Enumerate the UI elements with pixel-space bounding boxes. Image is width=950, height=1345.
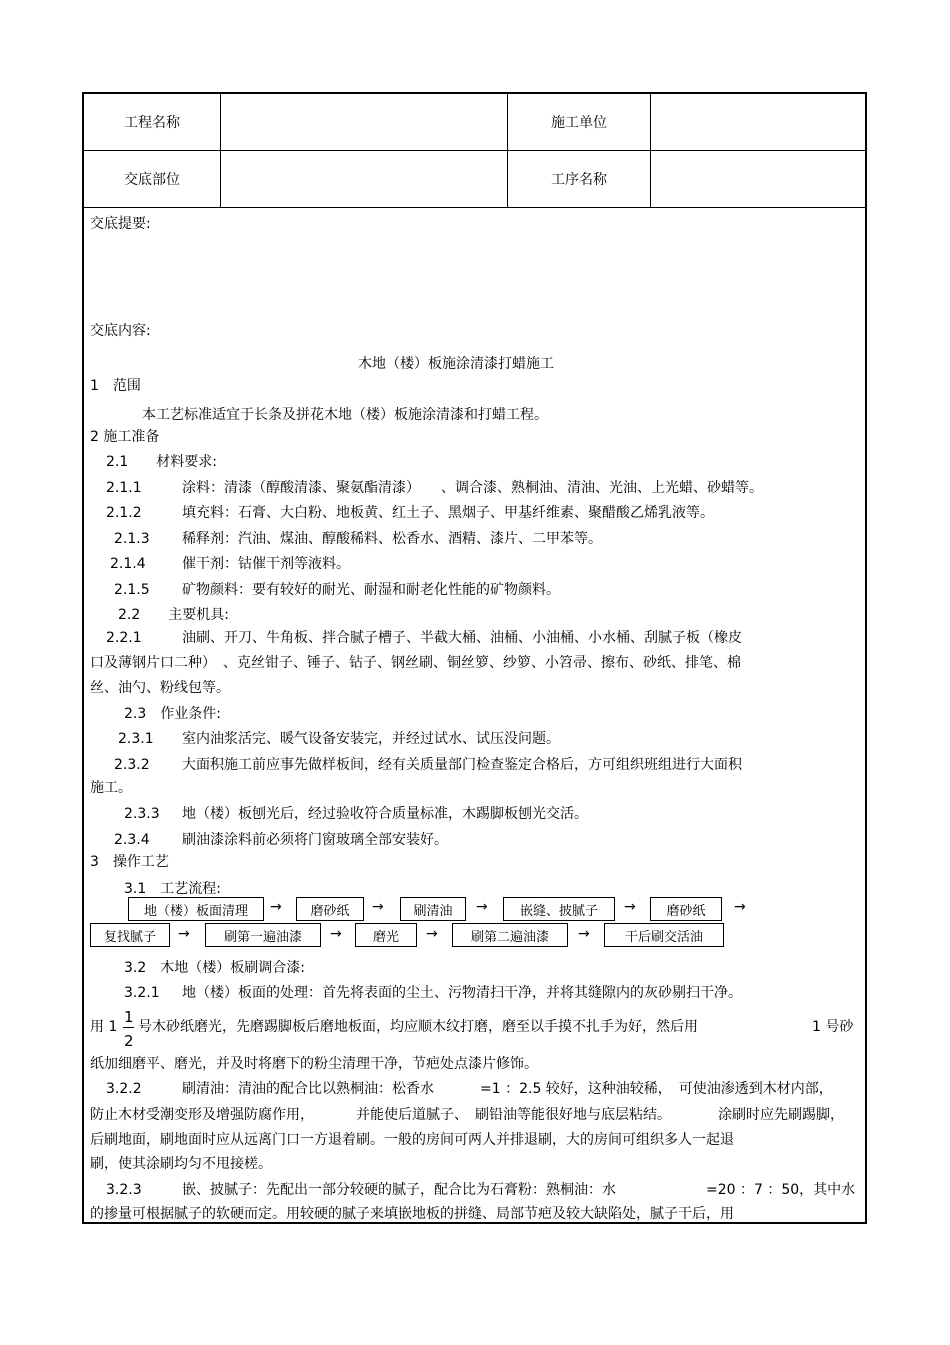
section-2-2-1-line-1: 油刷、开刀、牛角板、拌合腻子槽子、半截大桶、油桶、小油桶、小水桶、刮腻子板（橡皮 — [182, 630, 742, 646]
section-1-title: 1 范围 — [90, 378, 141, 394]
flow-step-1: 地（楼）板面清理 — [128, 897, 264, 921]
section-2-1-5: 矿物颜料：要有较好的耐光、耐湿和耐老化性能的矿物颜料。 — [182, 582, 560, 598]
section-3-2-3-line-1b: =20 ：7 ：50，其中水 — [706, 1182, 856, 1198]
header-bottom-line — [82, 207, 867, 208]
section-2-2: 2.2 主要机具: — [118, 607, 229, 623]
section-2-2-1-line-3: 丝、油勺、粉线包等。 — [90, 680, 230, 696]
section-1-text: 本工艺标准适宜于长条及拼花木地（楼）板施涂清漆和打蜡工程。 — [142, 407, 548, 423]
flow-step-10: 干后刷交活油 — [604, 923, 724, 947]
section-2-1-3: 稀释剂：汽油、煤油、醇酸稀料、松香水、酒精、漆片、二甲苯等。 — [182, 531, 602, 547]
content-label: 交底内容: — [90, 323, 151, 339]
doc-title: 木地（楼）板施涂清漆打蜡施工 — [358, 356, 554, 372]
section-2-title: 2 施工准备 — [90, 429, 160, 445]
section-2-3-2-num: 2.3.2 — [114, 757, 150, 773]
section-2-2-1-line-2: 口及薄钢片口二种） 、克丝钳子、锤子、钻子、钢丝刷、铜丝箩、纱箩、小笤帚、擦布、砂纸、排笔、棉 — [90, 655, 741, 671]
section-3-2-2-num: 3.2.2 — [106, 1081, 142, 1097]
section-3-2-2-line-1a: 刷清油：清油的配合比以熟桐油：松香水 — [182, 1081, 434, 1097]
section-2-2-1-num: 2.2.1 — [106, 630, 142, 646]
project-name-value[interactable] — [221, 93, 507, 150]
section-2-3: 2.3 作业条件: — [124, 706, 221, 722]
section-2-1-4-num: 2.1.4 — [110, 556, 146, 572]
section-3-2-3-line-1a: 嵌、披腻子：先配出一部分较硬的腻子，配合比为石膏粉：熟桐油：水 — [182, 1182, 616, 1198]
flow-step-6: 复找腻子 — [90, 923, 170, 947]
section-3-2-3-num: 3.2.3 — [106, 1182, 142, 1198]
process-name-value[interactable] — [651, 151, 865, 207]
fraction-denominator: 2 — [124, 1032, 134, 1050]
section-3-1: 3.1 工艺流程: — [124, 881, 221, 897]
flow-step-9: 刷第二遍油漆 — [452, 923, 568, 947]
section-3-title: 3 操作工艺 — [90, 854, 169, 870]
section-2-1-4: 催干剂：钴催干剂等液料。 — [182, 556, 350, 572]
fraction-numerator: 1 — [124, 1008, 134, 1026]
section-3-2-1-line-2c: 1 号砂 — [812, 1019, 854, 1035]
section-3-2-2-line-4: 刷，使其涂刷均匀不甩接槎。 — [90, 1156, 272, 1172]
flow-arrow-4: → — [624, 899, 636, 915]
flow-step-8: 磨光 — [355, 923, 417, 947]
construction-unit-value[interactable] — [651, 93, 865, 150]
flow-arrow-7: → — [330, 926, 342, 942]
section-3-2-2-line-2a: 防止木材受潮变形及增强防腐作用， — [90, 1107, 314, 1123]
section-2-3-1-num: 2.3.1 — [118, 731, 154, 747]
process-name-label: 工序名称 — [551, 172, 607, 188]
flow-arrow-2: → — [372, 899, 384, 915]
flow-arrow-6: → — [178, 926, 190, 942]
section-2-3-2-line-1: 大面积施工前应事先做样板间，经有关质量部门检查鉴定合格后，方可组织班组进行大面积 — [182, 757, 742, 773]
section-2-3-3-num: 2.3.3 — [124, 806, 160, 822]
section-2-1-5-num: 2.1.5 — [114, 582, 150, 598]
flow-step-3: 刷清油 — [400, 897, 466, 921]
section-3-2-1-line-2b: 号木砂纸磨光，先磨踢脚板后磨地板面，均应顺木纹打磨，磨至以手摸不扎手为好，然后用 — [138, 1019, 698, 1035]
flow-arrow-5: → — [734, 899, 746, 915]
section-2-3-3: 地（楼）板刨光后，经过验收符合质量标准，木踢脚板刨光交活。 — [182, 806, 588, 822]
flow-step-4: 嵌缝、披腻子 — [503, 897, 615, 921]
flow-arrow-8: → — [426, 926, 438, 942]
section-2-1-1-num: 2.1.1 — [106, 480, 142, 496]
flow-arrow-9: → — [578, 926, 590, 942]
fraction-bar — [123, 1027, 134, 1028]
section-3-2-2-line-3: 后刷地面，刷地面时应从远离门口一方退着刷。一般的房间可两人并排退刷，大的房间可组织多人一起退 — [90, 1132, 734, 1148]
section-3-2-1: 地（楼）板面的处理：首先将表面的尘土、污物清扫干净，并将其缝隙内的灰砂剔扫干净。 — [182, 985, 742, 1001]
section-3-2-1-line-2a: 用 1 — [90, 1019, 118, 1035]
section-3-2-2-line-1b: =1 ：2.5 较好，这种油较稀， 可使油渗透到木材内部， — [480, 1081, 833, 1097]
section-2-3-4: 刷油漆涂料前必须将门窗玻璃全部安装好。 — [182, 832, 448, 848]
section-2-3-1: 室内油浆活完、暖气设备安装完，并经过试水、试压没问题。 — [182, 731, 560, 747]
section-3-2-2-line-2c: 涂刷时应先刷踢脚， — [718, 1107, 844, 1123]
section-2-1: 2.1 材料要求: — [106, 454, 217, 470]
section-3-2-1-line-3: 纸加细磨平、磨光，并及时将磨下的粉尘清理干净，节疤处点漆片修饰。 — [90, 1056, 538, 1072]
flow-step-5: 磨砂纸 — [650, 897, 722, 921]
flow-arrow-1: → — [270, 899, 282, 915]
construction-unit-label: 施工单位 — [551, 114, 607, 131]
section-2-3-2-line-2: 施工。 — [90, 780, 132, 796]
section-3-2-3-line-2: 的掺量可根据腻子的软硬而定。用较硬的腻子来填嵌地板的拼缝、局部节疤及较大缺陷处，腻子干后，用 — [90, 1206, 734, 1222]
summary-label: 交底提要: — [90, 216, 151, 232]
project-name-label: 工程名称 — [124, 114, 180, 131]
flow-step-7: 刷第一遍油漆 — [205, 923, 321, 947]
section-2-1-3-num: 2.1.3 — [114, 531, 150, 547]
section-3-2-2-line-2b: 并能使后道腻子、 刷铅油等能很好地与底层粘结。 — [356, 1107, 671, 1123]
flow-arrow-3: → — [476, 899, 488, 915]
section-2-1-2-num: 2.1.2 — [106, 505, 142, 521]
section-2-1-2: 填充料：石膏、大白粉、地板黄、红土子、黑烟子、甲基纤维素、聚醋酸乙烯乳液等。 — [182, 505, 714, 521]
section-3-2-1-num: 3.2.1 — [124, 985, 160, 1001]
section-3-2: 3.2 木地（楼）板刷调合漆: — [124, 960, 305, 976]
section-2-1-1: 涂料：清漆（醇酸清漆、聚氨酯清漆） 、调合漆、熟桐油、清油、光油、上光蜡、砂蜡等。 — [182, 480, 763, 496]
part-value[interactable] — [221, 151, 507, 207]
part-label: 交底部位 — [124, 172, 180, 188]
section-2-3-4-num: 2.3.4 — [114, 832, 150, 848]
flow-step-2: 磨砂纸 — [296, 897, 364, 921]
